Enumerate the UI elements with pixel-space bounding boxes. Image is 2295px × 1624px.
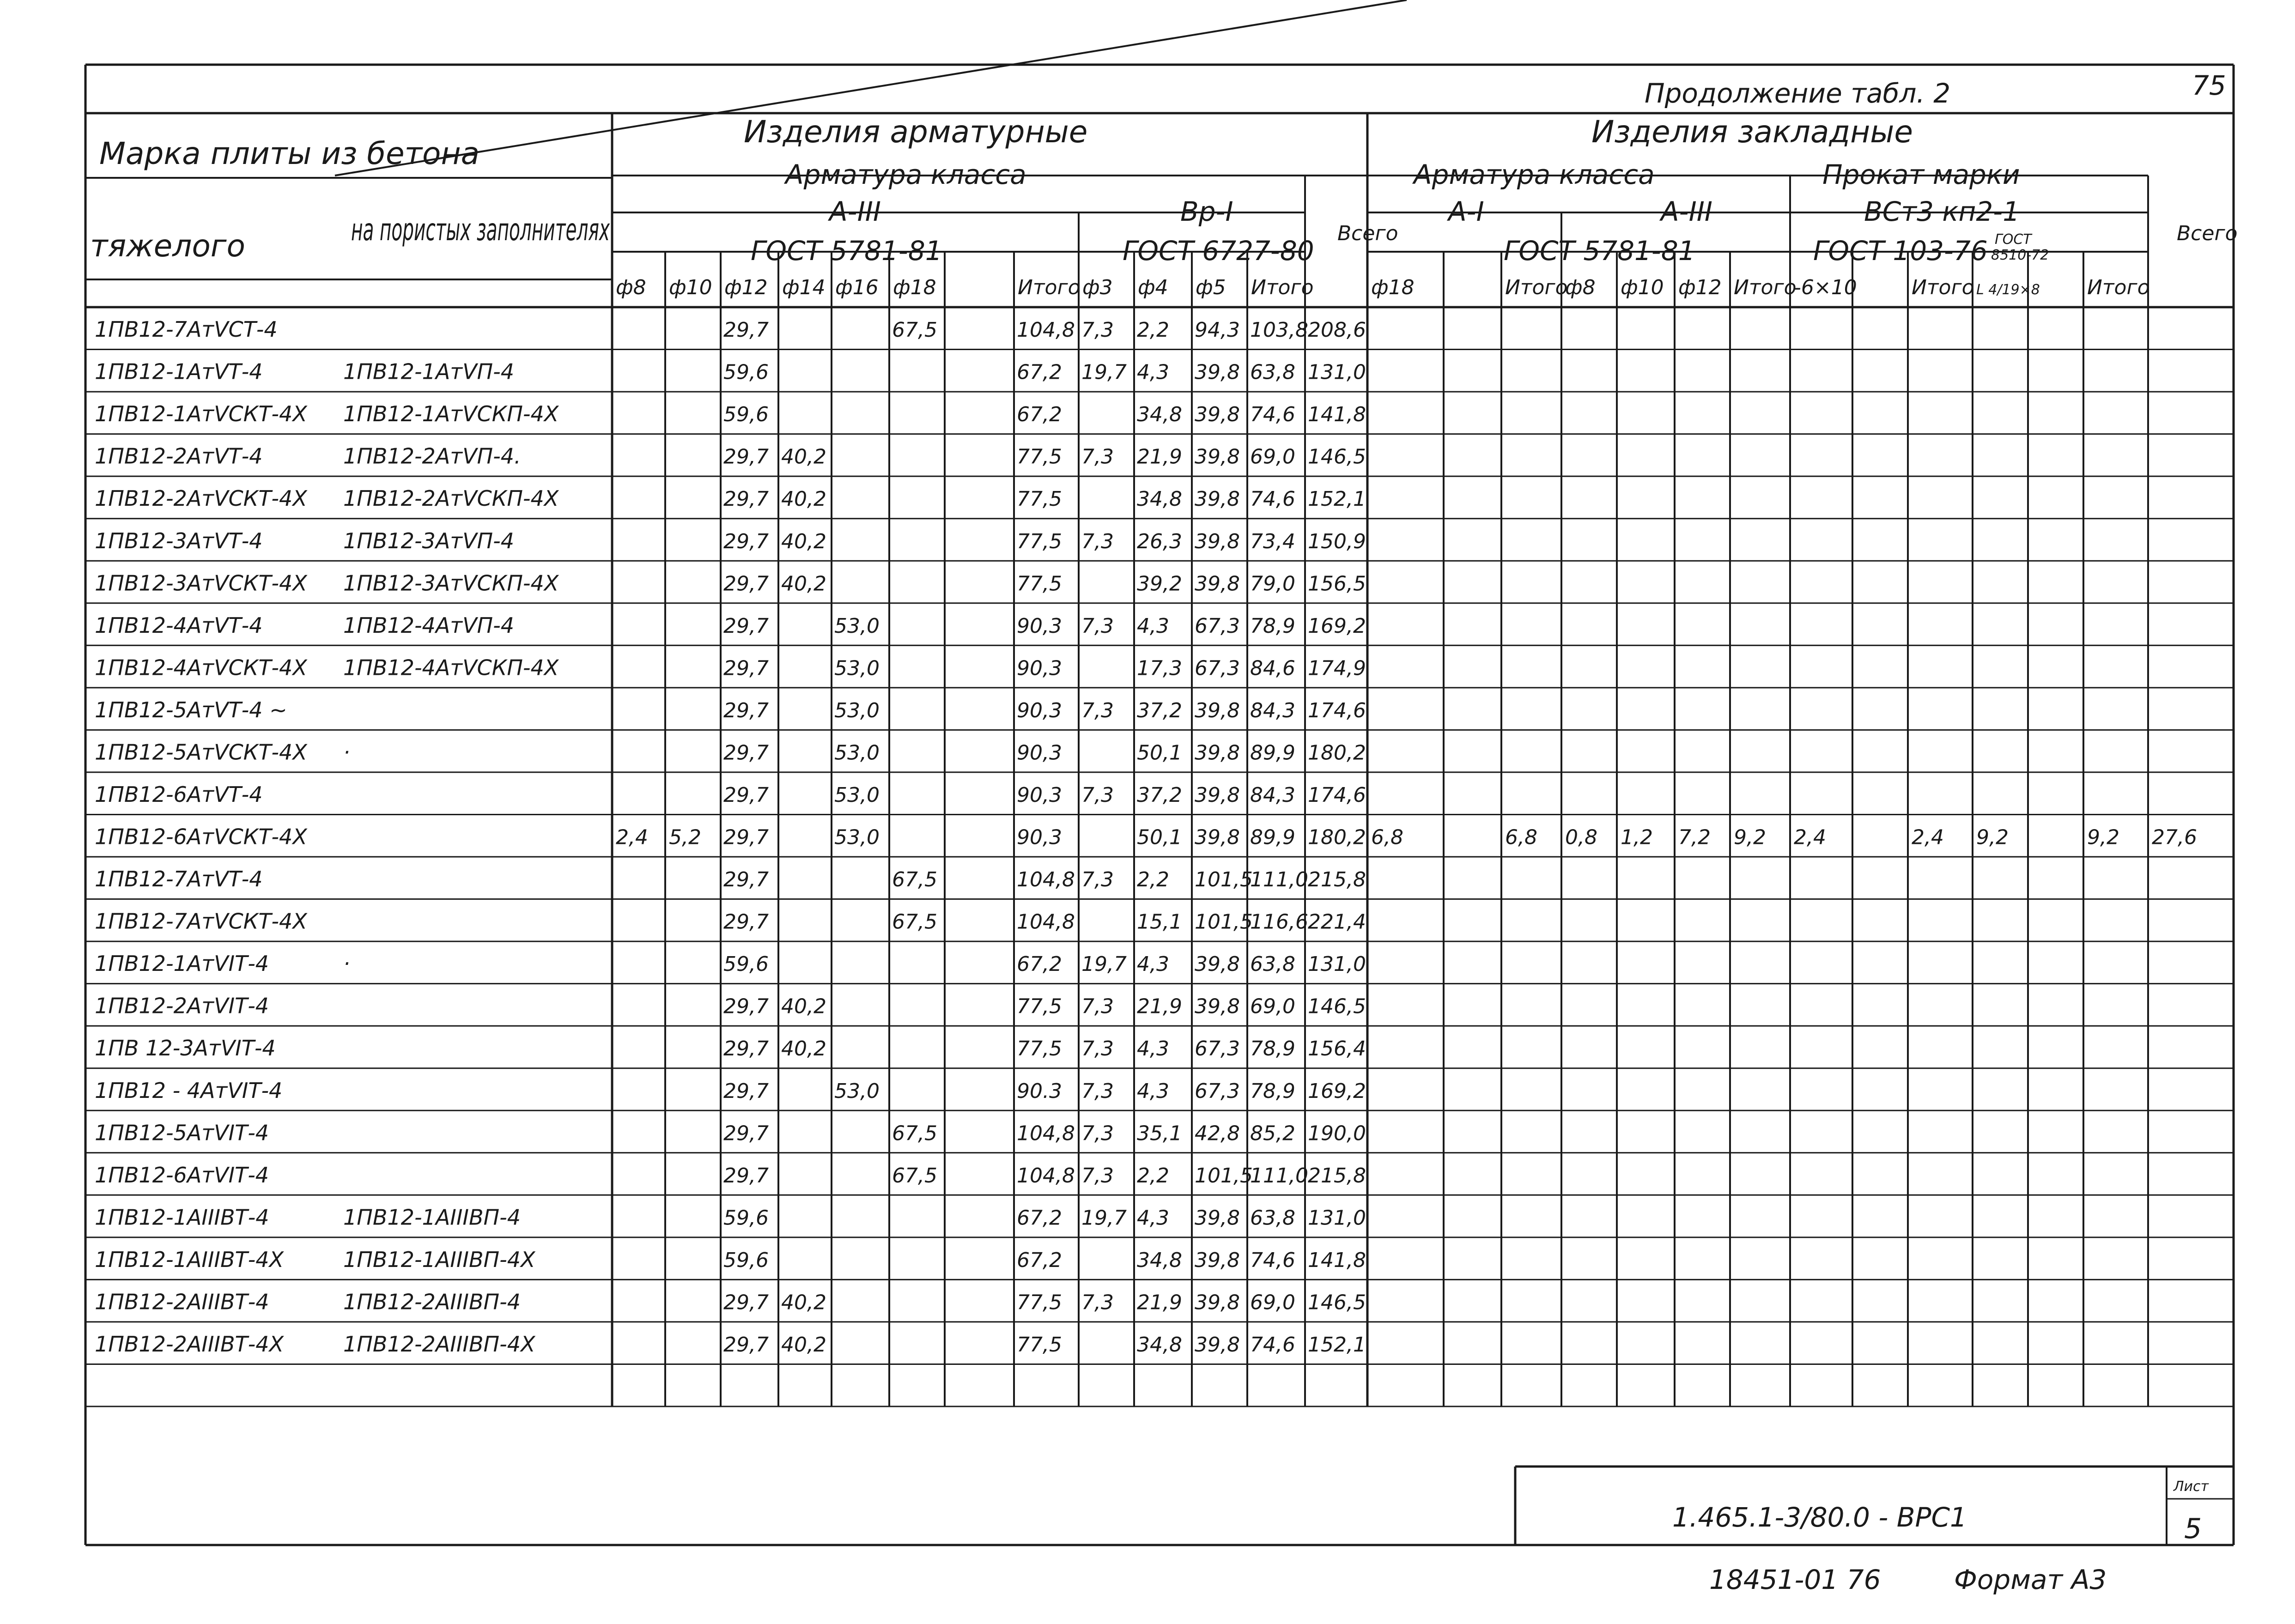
common-e_sum2: 9,2 [1734,825,1766,849]
cell-d5: 39,8 [1195,1206,1240,1230]
plate-mark-heavy: 1ПВ12-6АтVIТ-4 [95,1162,269,1188]
emb-gost-5781-header: ГОСТ 5781-81 [1504,235,1695,267]
cell-d5: 39,8 [1195,572,1240,596]
cell-d14: 40,2 [781,994,826,1018]
cell-total: 146,5 [1308,994,1366,1018]
gost-6727-header: ГОСТ 6727-80 [1123,235,1314,267]
cell-sum1: 67,2 [1017,952,1062,976]
cell-d12: 29,7 [723,1079,769,1103]
common-grand_total: 27,6 [2152,825,2197,849]
subcolumn-headers [616,276,2150,299]
cell-sum1: 77,5 [1017,1333,1062,1357]
cell-sum1: 90.3 [1017,1079,1062,1103]
reinf-subcol-header: ф3 [1082,276,1113,299]
cell-d16: 53,0 [834,825,880,849]
cell-d16: 53,0 [834,783,880,807]
cell-total: 174,9 [1308,656,1366,680]
cell-d4: 17,3 [1137,656,1182,680]
cell-d5: 39,8 [1195,403,1240,427]
cell-total: 215,8 [1308,1163,1366,1188]
cell-sum2: 116,6 [1250,910,1308,934]
cell-sum1: 90,3 [1017,783,1062,807]
common-r_sum1: 2,4 [1912,825,1944,849]
plate-mark-porous: 1ПВ12-4АтVП-4 [343,612,514,638]
archive-number: 18451-01 76 [1709,1564,1881,1595]
common-r_angle: 9,2 [1976,825,2009,849]
cell-d5: 39,8 [1195,1333,1240,1357]
cell-sum2: 111,0 [1250,1163,1308,1188]
cell-d12: 59,6 [723,1248,769,1272]
cell-d12: 29,7 [723,910,769,934]
continuation-label: Продолжение табл. 2 [1645,78,1951,109]
cell-d14: 40,2 [781,487,826,511]
cell-total: 221,4 [1308,910,1366,934]
cell-sum2: 89,9 [1250,741,1295,765]
emb-class-header: Арматура класса [1414,159,1655,190]
cell-sum1: 104,8 [1017,868,1075,892]
cell-d12: 29,7 [723,614,769,638]
cell-d12: 29,7 [723,529,769,553]
reinf-subcol-header: ф10 [669,276,712,299]
gost-5781-header: ГОСТ 5781-81 [751,235,942,267]
cell-sum1: 90,3 [1017,614,1062,638]
cell-d3: 19,7 [1081,1206,1127,1230]
cell-d4: 21,9 [1137,1291,1182,1315]
emb-subcol-header: L 4/19×8 [1976,282,2040,298]
cell-sum1: 104,8 [1017,1121,1075,1145]
cell-d12: 59,6 [723,1206,769,1230]
reinf-total-header: Всего [1337,222,1398,245]
cell-d4: 2,2 [1137,318,1169,342]
cell-d3: 7,3 [1081,994,1114,1018]
plate-mark-porous: · [343,739,350,765]
cell-sum1: 77,5 [1017,572,1062,596]
plate-mark-heavy: 1ПВ12-2АтVТ-4 [95,443,263,469]
corner-sheet-number: 75 [2192,70,2226,101]
cell-d12: 29,7 [723,445,769,469]
reinf-subcol-header: Итого [1251,276,1314,299]
cell-sum1: 67,2 [1017,1206,1062,1230]
cell-sum1: 104,8 [1017,318,1075,342]
cell-d3: 7,3 [1081,445,1114,469]
plate-mark-heavy: 1ПВ12-2АтVСКТ-4Х [95,486,307,511]
cell-d3: 7,3 [1081,614,1114,638]
cell-d12: 59,6 [723,952,769,976]
cell-total: 146,5 [1308,445,1366,469]
cell-sum1: 90,3 [1017,698,1062,722]
cell-d16: 53,0 [834,656,880,680]
cell-total: 174,6 [1308,783,1366,807]
emb-total-header: Всего [2177,222,2238,245]
cell-d5: 39,8 [1195,952,1240,976]
cell-d5: 94,3 [1195,318,1240,342]
cell-sum2: 73,4 [1250,529,1295,553]
plate-mark-porous: 1ПВ12-4АтVСКП-4Х [343,655,559,680]
cell-sum2: 63,8 [1250,952,1295,976]
reinf-subcol-header: ф12 [724,276,768,299]
cell-sum2: 74,6 [1250,1333,1295,1357]
cell-sum1: 77,5 [1017,1291,1062,1315]
reinf-subcol-header: ф18 [893,276,936,299]
cell-d3: 7,3 [1081,1037,1114,1061]
reinf-subcol-header: ф5 [1196,276,1226,299]
cell-d3: 7,3 [1081,698,1114,722]
cell-d4: 34,8 [1137,1248,1182,1272]
cell-d5: 39,8 [1195,1248,1240,1272]
plate-mark-heavy: 1ПВ12-7АтVСТ-4 [95,317,278,342]
cell-d4: 21,9 [1137,994,1182,1018]
cell-d3: 7,3 [1081,529,1114,553]
rolled-steel-header: Прокат марки [1822,159,2020,190]
class-bp1-header: Вр-I [1180,196,1233,227]
class-a1-header: А-I [1448,196,1484,227]
cell-d5: 39,8 [1195,698,1240,722]
reinf-subcol-header: ф8 [616,276,646,299]
cell-sum2: 78,9 [1250,1037,1295,1061]
plate-mark-heavy: 1ПВ12-5АтVСКТ-4Х [95,739,307,765]
cell-sum2: 63,8 [1250,1206,1295,1230]
reinf-subcol-header: Итого [1018,276,1081,299]
emb-subcol-header: -6×10 [1794,276,1857,299]
cell-d14: 40,2 [781,1333,826,1357]
cell-d14: 40,2 [781,1291,826,1315]
cell-sum2: 111,0 [1250,868,1308,892]
common-e_d8: 0,8 [1565,825,1597,849]
cell-d14: 40,2 [781,529,826,553]
cell-d3: 7,3 [1081,318,1114,342]
cell-sum1: 77,5 [1017,1037,1062,1061]
cell-sum1: 77,5 [1017,445,1062,469]
cell-sum2: 74,6 [1250,487,1295,511]
emb-subcol-header: Итого [2087,276,2150,299]
common-d8: 2,4 [616,825,648,849]
cell-sum1: 90,3 [1017,825,1062,849]
cell-total: 150,9 [1308,529,1366,553]
cell-sum2: 84,3 [1250,783,1295,807]
mark-porous-header: на пористых заполнителях [351,212,610,248]
cell-sum2: 84,6 [1250,656,1295,680]
cell-d4: 37,2 [1137,783,1182,807]
cell-d16: 53,0 [834,741,880,765]
cell-d3: 7,3 [1081,1079,1114,1103]
plate-mark-heavy: 1ПВ12-5АтVТ-4 ~ [95,697,287,722]
cell-d4: 4,3 [1137,1079,1169,1103]
cell-d5: 101,5 [1195,1163,1253,1188]
cell-d14: 40,2 [781,445,826,469]
emb-subcol-header: ф8 [1565,276,1596,299]
plate-mark-porous: 1ПВ12-3АтVСКП-4Х [343,570,559,596]
cell-d18: 67,5 [892,1163,937,1188]
plate-mark-porous: 1ПВ12-1АтVП-4 [343,359,514,384]
cell-d12: 59,6 [723,403,769,427]
plate-mark-heavy: 1ПВ12-7АтVТ-4 [95,867,263,892]
cell-sum1: 90,3 [1017,656,1062,680]
mark-title: Марка плиты из бетона [99,136,480,171]
reinf-products-header: Изделия арматурные [744,114,1088,150]
plate-mark-heavy: 1ПВ12-6АтVТ-4 [95,782,263,807]
cell-sum1: 104,8 [1017,1163,1075,1188]
cell-d5: 39,8 [1195,741,1240,765]
cell-sum2: 84,3 [1250,698,1295,722]
cell-d12: 29,7 [723,656,769,680]
cell-total: 190,0 [1308,1121,1366,1145]
plate-mark-heavy: 1ПВ12-5АтVIТ-4 [95,1120,269,1145]
table-body [95,317,1366,1357]
cell-d12: 29,7 [723,783,769,807]
cell-d12: 29,7 [723,487,769,511]
cell-total: 208,6 [1308,318,1366,342]
plate-mark-heavy: 1ПВ12-1АтVТ-4 [95,359,263,384]
cell-d4: 26,3 [1137,529,1182,553]
cell-d4: 2,2 [1137,868,1169,892]
sheet-label: Лист [2174,1479,2209,1495]
cell-d4: 15,1 [1137,910,1182,934]
plate-mark-heavy: 1ПВ12-1АIIIВТ-4Х [95,1247,284,1272]
cell-d5: 39,8 [1195,529,1240,553]
common-e_d18: 6,8 [1371,825,1403,849]
cell-total: 169,2 [1308,614,1366,638]
plate-mark-porous: 1ПВ12-2АтVП-4. [343,443,521,469]
cell-sum2: 89,9 [1250,825,1295,849]
plate-mark-heavy: 1ПВ12-2АтVIТ-4 [95,993,269,1018]
emb-subcol-header: ф12 [1678,276,1722,299]
cell-d12: 29,7 [723,825,769,849]
cell-sum2: 69,0 [1250,445,1295,469]
plate-mark-heavy: 1ПВ 12-3АтVIТ-4 [95,1036,276,1061]
cell-d18: 67,5 [892,1121,937,1145]
cell-d12: 29,7 [723,741,769,765]
cell-d5: 101,5 [1195,910,1253,934]
cell-sum2: 74,6 [1250,403,1295,427]
embedded-products-header: Изделия закладные [1591,114,1913,150]
cell-sum1: 77,5 [1017,487,1062,511]
cell-d12: 29,7 [723,1291,769,1315]
cell-total: 131,0 [1308,952,1366,976]
cell-d4: 34,8 [1137,1333,1182,1357]
class-a3-header: А-III [829,196,881,227]
format-label: Формат А3 [1954,1564,2107,1595]
plate-mark-heavy: 1ПВ12-4АтVТ-4 [95,612,263,638]
plate-mark-porous: 1ПВ12-1АIIIВП-4Х [343,1247,535,1272]
cell-d5: 67,3 [1195,1037,1240,1061]
cell-sum2: 103,8 [1250,318,1308,342]
emb-subcol-header: Итого [1505,276,1568,299]
cell-d5: 67,3 [1195,656,1240,680]
cell-d14: 40,2 [781,572,826,596]
gost-103-header: ГОСТ 103-76 [1813,235,1988,267]
cell-d5: 101,5 [1195,868,1253,892]
cell-sum2: 63,8 [1250,360,1295,384]
plate-mark-heavy: 1ПВ12-4АтVСКТ-4Х [95,655,307,680]
gost-8510-header-b: 8510-72 [1991,247,2049,263]
cell-d12: 29,7 [723,572,769,596]
cell-d3: 7,3 [1081,783,1114,807]
cell-d5: 39,8 [1195,825,1240,849]
cell-total: 180,2 [1308,825,1366,849]
cell-sum1: 77,5 [1017,994,1062,1018]
cell-total: 131,0 [1308,360,1366,384]
cell-sum1: 104,8 [1017,910,1075,934]
cell-total: 174,6 [1308,698,1366,722]
cell-sum2: 85,2 [1250,1121,1295,1145]
cell-total: 215,8 [1308,868,1366,892]
cell-sum2: 79,0 [1250,572,1295,596]
cell-d5: 67,3 [1195,614,1240,638]
emb-subcol-header: ф18 [1371,276,1415,299]
cell-d5: 39,8 [1195,1291,1240,1315]
cell-d4: 37,2 [1137,698,1182,722]
common-e_sum1: 6,8 [1505,825,1537,849]
mark-heavy-header: тяжелого [90,228,245,264]
plate-mark-porous: 1ПВ12-3АтVП-4 [343,528,514,553]
cell-total: 131,0 [1308,1206,1366,1230]
cell-d14: 40,2 [781,1037,826,1061]
plate-mark-porous: 1ПВ12-2АIIIВП-4Х [343,1332,535,1357]
plate-mark-heavy: 1ПВ12-3АтVТ-4 [95,528,263,553]
cell-sum2: 78,9 [1250,1079,1295,1103]
plate-mark-heavy: 1ПВ12-1АIIIВТ-4 [95,1205,269,1230]
plate-mark-heavy: 1ПВ12-3АтVСКТ-4Х [95,570,307,596]
cell-sum2: 69,0 [1250,1291,1295,1315]
plate-mark-porous: 1ПВ12-1АтVСКП-4Х [343,401,559,427]
cell-d5: 39,8 [1195,994,1240,1018]
cell-total: 180,2 [1308,741,1366,765]
plate-mark-heavy: 1ПВ12-1АтVIТ-4 [95,951,269,976]
cell-d4: 39,2 [1137,572,1182,596]
cell-d4: 50,1 [1137,825,1182,849]
plate-mark-porous: 1ПВ12-2АIIIВП-4 [343,1289,521,1315]
reinf-class-header: Арматура класса [785,159,1026,190]
cell-total: 156,4 [1308,1037,1366,1061]
cell-total: 146,5 [1308,1291,1366,1315]
cell-d5: 42,8 [1195,1121,1240,1145]
emb-subcol-header: ф10 [1621,276,1664,299]
cell-d4: 34,8 [1137,403,1182,427]
cell-d3: 19,7 [1081,360,1127,384]
cell-sum2: 74,6 [1250,1248,1295,1272]
common-e_d12: 7,2 [1678,825,1711,849]
cell-d4: 4,3 [1137,360,1169,384]
reinf-subcol-header: ф14 [782,276,826,299]
cell-total: 152,1 [1308,487,1366,511]
cell-d18: 67,5 [892,910,937,934]
cell-d16: 53,0 [834,614,880,638]
cell-sum2: 69,0 [1250,994,1295,1018]
cell-d4: 4,3 [1137,1206,1169,1230]
common-r_strip: 2,4 [1794,825,1826,849]
cell-total: 156,5 [1308,572,1366,596]
class-a3b-header: А-III [1661,196,1712,227]
cell-sum1: 67,2 [1017,1248,1062,1272]
common-d10: 5,2 [669,825,701,849]
cell-d4: 2,2 [1137,1163,1169,1188]
cell-d12: 29,7 [723,1163,769,1188]
plate-mark-heavy: 1ПВ12 - 4АтVIТ-4 [95,1078,283,1103]
plate-mark-heavy: 1ПВ12-2АIIIВТ-4Х [95,1332,284,1357]
emb-subcol-header: Итого [1912,276,1974,299]
cell-d16: 53,0 [834,698,880,722]
sheet-number: 5 [2184,1513,2202,1545]
plate-mark-heavy: 1ПВ12-6АтVСКТ-4Х [95,824,307,849]
cell-sum1: 67,2 [1017,403,1062,427]
cell-total: 152,1 [1308,1333,1366,1357]
cell-d5: 39,8 [1195,487,1240,511]
cell-d3: 19,7 [1081,952,1127,976]
cell-d12: 29,7 [723,1037,769,1061]
common-r_sum2: 9,2 [2087,825,2119,849]
reinf-subcol-header: ф16 [835,276,879,299]
cell-d12: 59,6 [723,360,769,384]
cell-d5: 39,8 [1195,360,1240,384]
cell-sum1: 90,3 [1017,741,1062,765]
cell-d5: 67,3 [1195,1079,1240,1103]
cell-d4: 21,9 [1137,445,1182,469]
cell-total: 141,8 [1308,1248,1366,1272]
plate-mark-porous: 1ПВ12-2АтVСКП-4Х [343,486,559,511]
cell-d3: 7,3 [1081,1121,1114,1145]
steel-grade-header: ВСт3 кп2-1 [1864,196,2020,227]
cell-d18: 67,5 [892,318,937,342]
cell-d12: 29,7 [723,868,769,892]
cell-d4: 4,3 [1137,952,1169,976]
cell-d3: 7,3 [1081,1163,1114,1188]
cell-d16: 53,0 [834,1079,880,1103]
cell-sum1: 67,2 [1017,360,1062,384]
plate-mark-porous: · [343,951,350,976]
emb-subcol-header: Итого [1734,276,1797,299]
cell-d12: 29,7 [723,994,769,1018]
plate-mark-heavy: 1ПВ12-7АтVСКТ-4Х [95,909,307,934]
cell-d4: 4,3 [1137,1037,1169,1061]
cell-total: 141,8 [1308,403,1366,427]
common-e_d10: 1,2 [1621,825,1653,849]
plate-mark-heavy: 1ПВ12-1АтVСКТ-4Х [95,401,307,427]
cell-d3: 7,3 [1081,868,1114,892]
gost-8510-header-a: ГОСТ [1995,231,2032,248]
cell-d12: 29,7 [723,1121,769,1145]
drawing-designation: 1.465.1-3/80.0 - ВРС1 [1672,1502,1967,1533]
cell-d4: 4,3 [1137,614,1169,638]
cell-d3: 7,3 [1081,1291,1114,1315]
cell-d5: 39,8 [1195,783,1240,807]
cell-d18: 67,5 [892,868,937,892]
plate-mark-porous: 1ПВ12-1АIIIВП-4 [343,1205,521,1230]
plate-mark-heavy: 1ПВ12-2АIIIВТ-4 [95,1289,269,1315]
cell-total: 169,2 [1308,1079,1366,1103]
cell-sum2: 78,9 [1250,614,1295,638]
reinf-subcol-header: ф4 [1138,276,1168,299]
cell-d4: 35,1 [1137,1121,1182,1145]
cell-sum1: 77,5 [1017,529,1062,553]
cell-d5: 39,8 [1195,445,1240,469]
cell-d12: 29,7 [723,318,769,342]
cell-d4: 50,1 [1137,741,1182,765]
cell-d12: 29,7 [723,698,769,722]
cell-d4: 34,8 [1137,487,1182,511]
cell-d12: 29,7 [723,1333,769,1357]
